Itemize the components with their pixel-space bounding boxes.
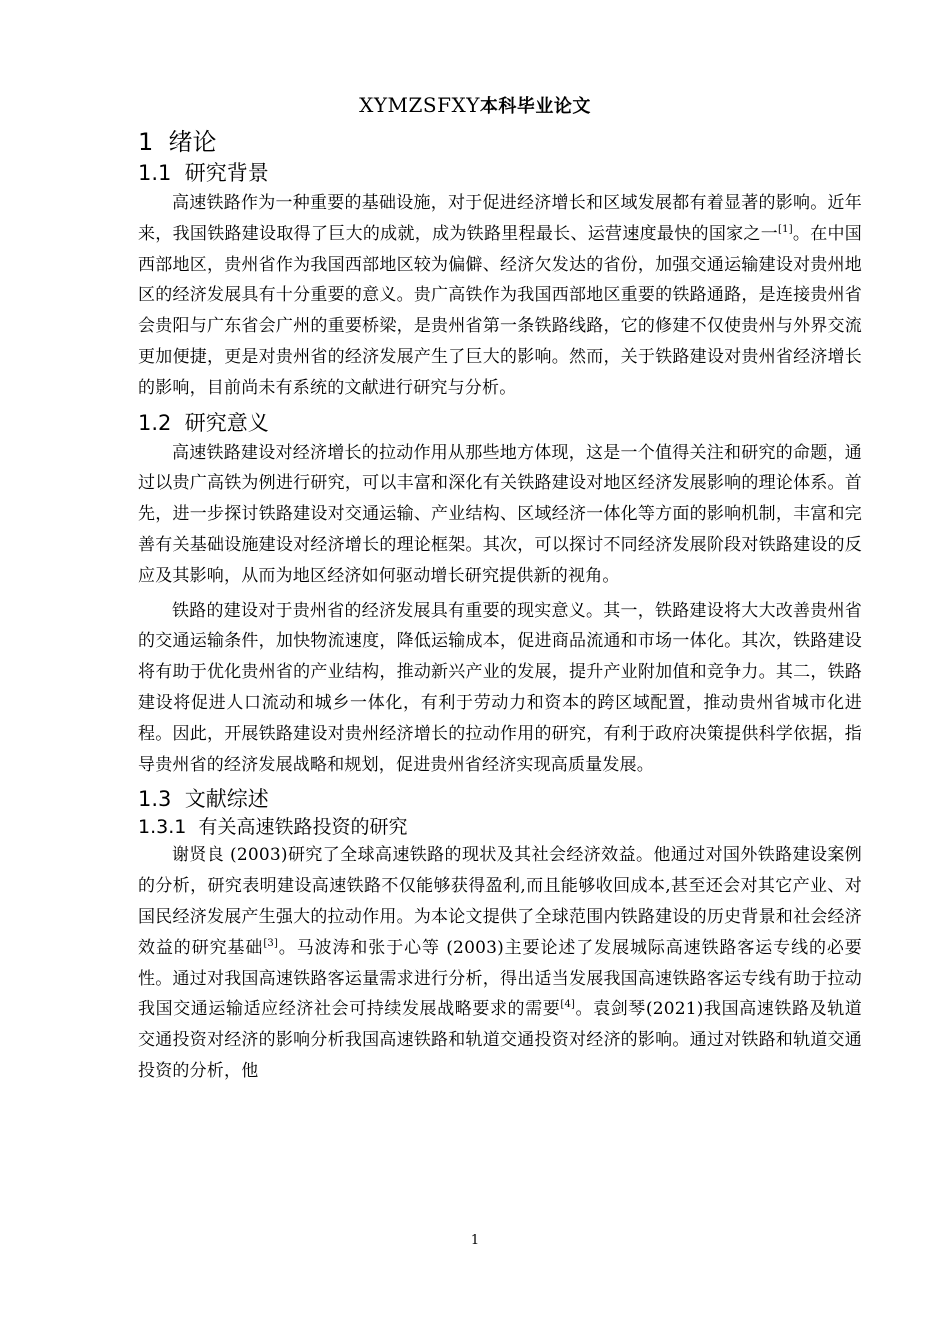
section-number: 1.2 bbox=[138, 410, 172, 435]
citation-ref: [3] bbox=[263, 937, 279, 949]
page-number: 1 bbox=[470, 1233, 480, 1248]
subsection-heading bbox=[138, 814, 862, 840]
section-heading-background bbox=[138, 158, 862, 188]
section-heading-review bbox=[138, 784, 862, 814]
chapter-heading bbox=[138, 126, 862, 158]
chapter-title: 绪论 bbox=[168, 128, 217, 156]
paragraph-text: 。袁剑琴(2021)我国高速铁路及轨道交通投资对经济的影响分析我国高速铁路和轨道交通投资对经济的影响。通过对铁路和轨道交通投资的分析，他 bbox=[138, 999, 862, 1081]
paragraph-text: 。马波涛和张于心等 (2003)主要论述了发展城际高速铁路客运专线的必要性。通过对我国高速铁路客运量需求进行分析，得出适当发展我国高速铁路客运专线有助于拉动我国交通运输适应经济社会可持续发展战略要求的需要 bbox=[138, 937, 862, 1020]
section-title: 研究意义 bbox=[184, 410, 269, 435]
paragraph: 铁路的建设对于贵州省的经济发展具有重要的现实意义。其一，铁路建设将大大改善贵州省的交通运输条件，加快物流速度，降低运输成本，促进商品流通和市场一体化。其次，铁路建设将有助于优化贵州省的产业结构，推动新兴产业的发展，提升产业附加值和竞争力。其二，铁路建设将促进人口流动和城乡一体化，有利于劳动力和资本的跨区域配置，推动贵州省城市化进程。因此，开展铁路建设对贵州经济增长的拉动作用的研究，有利于政府决策提供科学依据，指导贵州省的经济发展战略和规划，促进贵州省经济实现高质量发展。 bbox=[138, 600, 862, 775]
paragraph-text: 谢贤良 (2003)研究了全球高速铁路的现状及其社会经济效益。他通过对国外铁路建设案例的分析，研究表明建设高速铁路不仅能够获得盈利,而且能够收回成本,甚至还会对其它产业、对国民经济发展产生强大的拉动作用。为本论文提供了全球范围内铁路建设的历史背景和社会经济效益的研究基础 bbox=[138, 845, 862, 958]
citation-ref: [4] bbox=[560, 999, 576, 1011]
paragraph bbox=[138, 840, 862, 1086]
paragraph-text: 高速铁路作为一种重要的基础设施，对于促进经济增长和区域发展都有着显著的影响。近年来，我国铁路建设取得了巨大的成就，成为铁路里程最长、运营速度最快的国家之一 bbox=[138, 193, 862, 244]
subsection-title: 有关高速铁路投资的研究 bbox=[198, 816, 408, 839]
section-title: 研究背景 bbox=[184, 161, 269, 185]
section-number: 1.1 bbox=[138, 161, 172, 185]
main-content bbox=[138, 126, 862, 1091]
section-title: 文献综述 bbox=[184, 787, 269, 812]
header-prefix: XYMZSFXY bbox=[359, 93, 480, 117]
section-number: 1.3 bbox=[138, 787, 172, 812]
page-header bbox=[0, 92, 950, 120]
paragraph: 高速铁路建设对经济增长的拉动作用从那些地方体现，这是一个值得关注和研究的命题，通过以贵广高铁为例进行研究，可以丰富和深化有关铁路建设对地区经济发展影响的理论体系。首先，进一步探讨铁路建设对交通运输、产业结构、区域经济一体化等方面的影响机制，丰富和完善有关基础设施建设对经济增长的理论框架。其次，可以探讨不同经济发展阶段对铁路建设的反应及其影响，从而为地区经济如何驱动增长研究提供新的视角。 bbox=[138, 442, 862, 586]
section-heading-significance bbox=[138, 408, 862, 438]
chapter-number: 1 bbox=[138, 128, 154, 156]
citation-ref: [1] bbox=[778, 223, 793, 235]
header-title: 本科毕业论文 bbox=[479, 96, 591, 117]
paragraph-text: 。在中国西部地区，贵州省作为我国西部地区较为偏僻、经济欠发达的省份，加强交通运输建设对贵州地区的经济发展具有十分重要的意义。贵广高铁作为我国西部地区重要的铁路通路，是连接贵州省会贵阳与广东省会广州的重要桥梁，是贵州省第一条铁路线路，它的修建不仅使贵州与外界交流更加便捷，更是对贵州省的经济发展产生了巨大的影响。然而，关于铁路建设对贵州省经济增长的影响，目前尚未有系统的文献进行研究与分析。 bbox=[138, 223, 862, 398]
paragraph bbox=[138, 188, 862, 404]
subsection-number: 1.3.1 bbox=[138, 816, 187, 839]
